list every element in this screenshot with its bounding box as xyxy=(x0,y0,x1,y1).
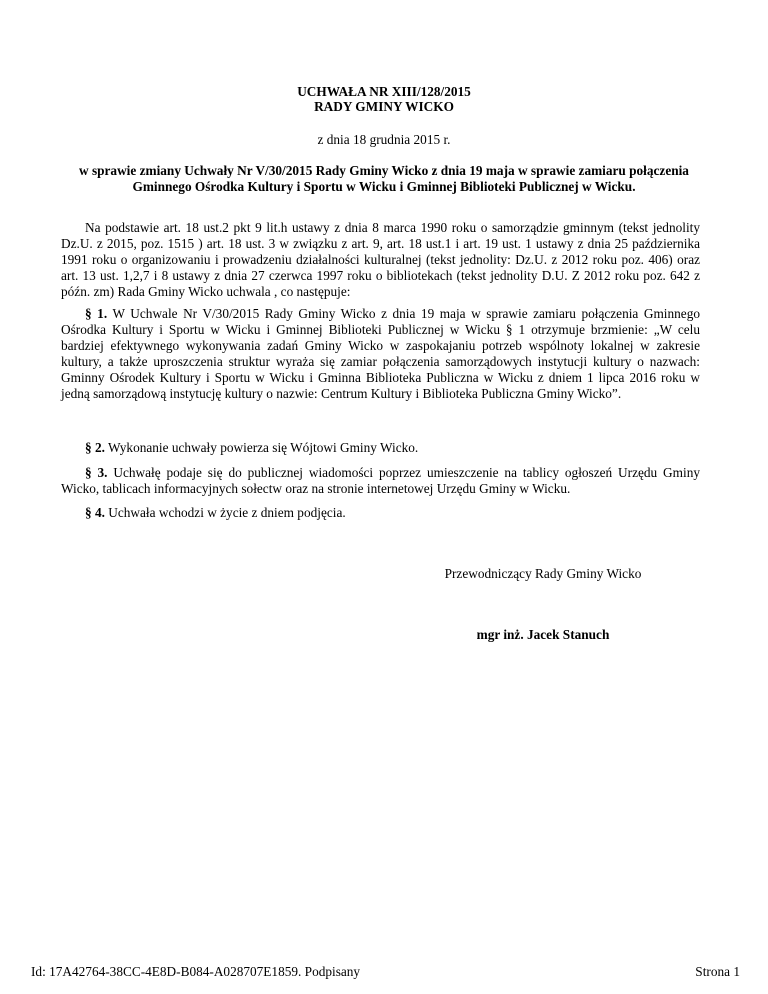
council-name: RADY GMINY WICKO xyxy=(314,99,454,114)
signatory-name: mgr inż. Jacek Stanuch xyxy=(476,627,610,642)
page-number: Strona 1 xyxy=(695,964,740,979)
section-4 xyxy=(61,505,700,521)
section-1-number: § 1. xyxy=(85,306,108,321)
section-1-text: W Uchwale Nr V/30/2015 Rady Gminy Wicko z dnia 19 maja w sprawie zamiaru połączenia Gminnego Ośrodka Kultury i Sportu w Wicku i Gminnej Biblioteki Publicznej w Wicku § 1 otrzymuje brzmienie: „W celu bardziej efektywnego wykonywania zadań Gminy Wicko w zaspokajaniu potrzeb wspólnoty lokalnej w zakresie kultury, a także uproszczenia struktur wyraża się zamiar połączenia samorządowych instytucji kultury o nazwach: Gminny Ośrodek Kultury i Sportu w Wicku i Gminna Biblioteka Publiczna w Wicku z dniem 1 lipca 2016 roku w jedną samorządową instytucję kultury o nazwie: Centrum Kultury i Biblioteka Publiczna Gminy Wicko”. xyxy=(61,306,700,401)
signatory-title: Przewodniczący Rady Gminy Wicko xyxy=(444,566,642,581)
resolution-number: UCHWAŁA NR XIII/128/2015 xyxy=(297,84,471,99)
section-3 xyxy=(61,465,700,497)
section-2-number: § 2. xyxy=(85,440,105,455)
resolution-subject: w sprawie zmiany Uchwały Nr V/30/2015 Rady Gminy Wicko z dnia 19 maja w sprawie zamiaru połączenia Gminnego Ośrodka Kultury i Sportu w Wicku i Gminnej Biblioteki Publicznej w Wicku. xyxy=(79,163,689,194)
section-4-text: Uchwała wchodzi w życie z dniem podjęcia. xyxy=(104,505,346,520)
section-2-text: Wykonanie uchwały powierza się Wójtowi Gminy Wicko. xyxy=(104,440,419,455)
section-3-text: Uchwałę podaje się do publicznej wiadomości poprzez umieszczenie na tablicy ogłoszeń Urzędu Gminy Wicko, tablicach informacyjnych sołectw oraz na stronie internetowej Urzędu Gminy w Wicku. xyxy=(61,465,700,496)
section-2 xyxy=(61,440,700,456)
section-4-number: § 4. xyxy=(85,505,105,520)
legal-basis-paragraph: Na podstawie art. 18 ust.2 pkt 9 lit.h ustawy z dnia 8 marca 1990 roku o samorządzie gminnym (tekst jednolity Dz.U. z 2015, poz. 1515 ) art. 18 ust. 3 w związku z art. 9, art. 18 ust.1 i art. 19 ust. 1 ustawy z dnia 25 października 1991 roku o organizowaniu i prowadzeniu działalności kulturalnej (tekst jednolity: Dz.U. z 2012 roku poz. 406) oraz art. 13 ust. 1,2,7 i 8 ustawy z dnia 27 czerwca 1997 roku o bibliotekach (tekst jednolity D.U. Z 2012 roku poz. 642 z późn. zm) Rada Gminy Wicko uchwala , co następuje: xyxy=(61,220,700,299)
resolution-date: z dnia 18 grudnia 2015 r. xyxy=(317,132,451,147)
document-id: Id: 17A42764-38CC-4E8D-B084-A028707E1859. Podpisany xyxy=(31,964,361,979)
section-1 xyxy=(61,306,700,402)
section-3-number: § 3. xyxy=(85,465,108,480)
